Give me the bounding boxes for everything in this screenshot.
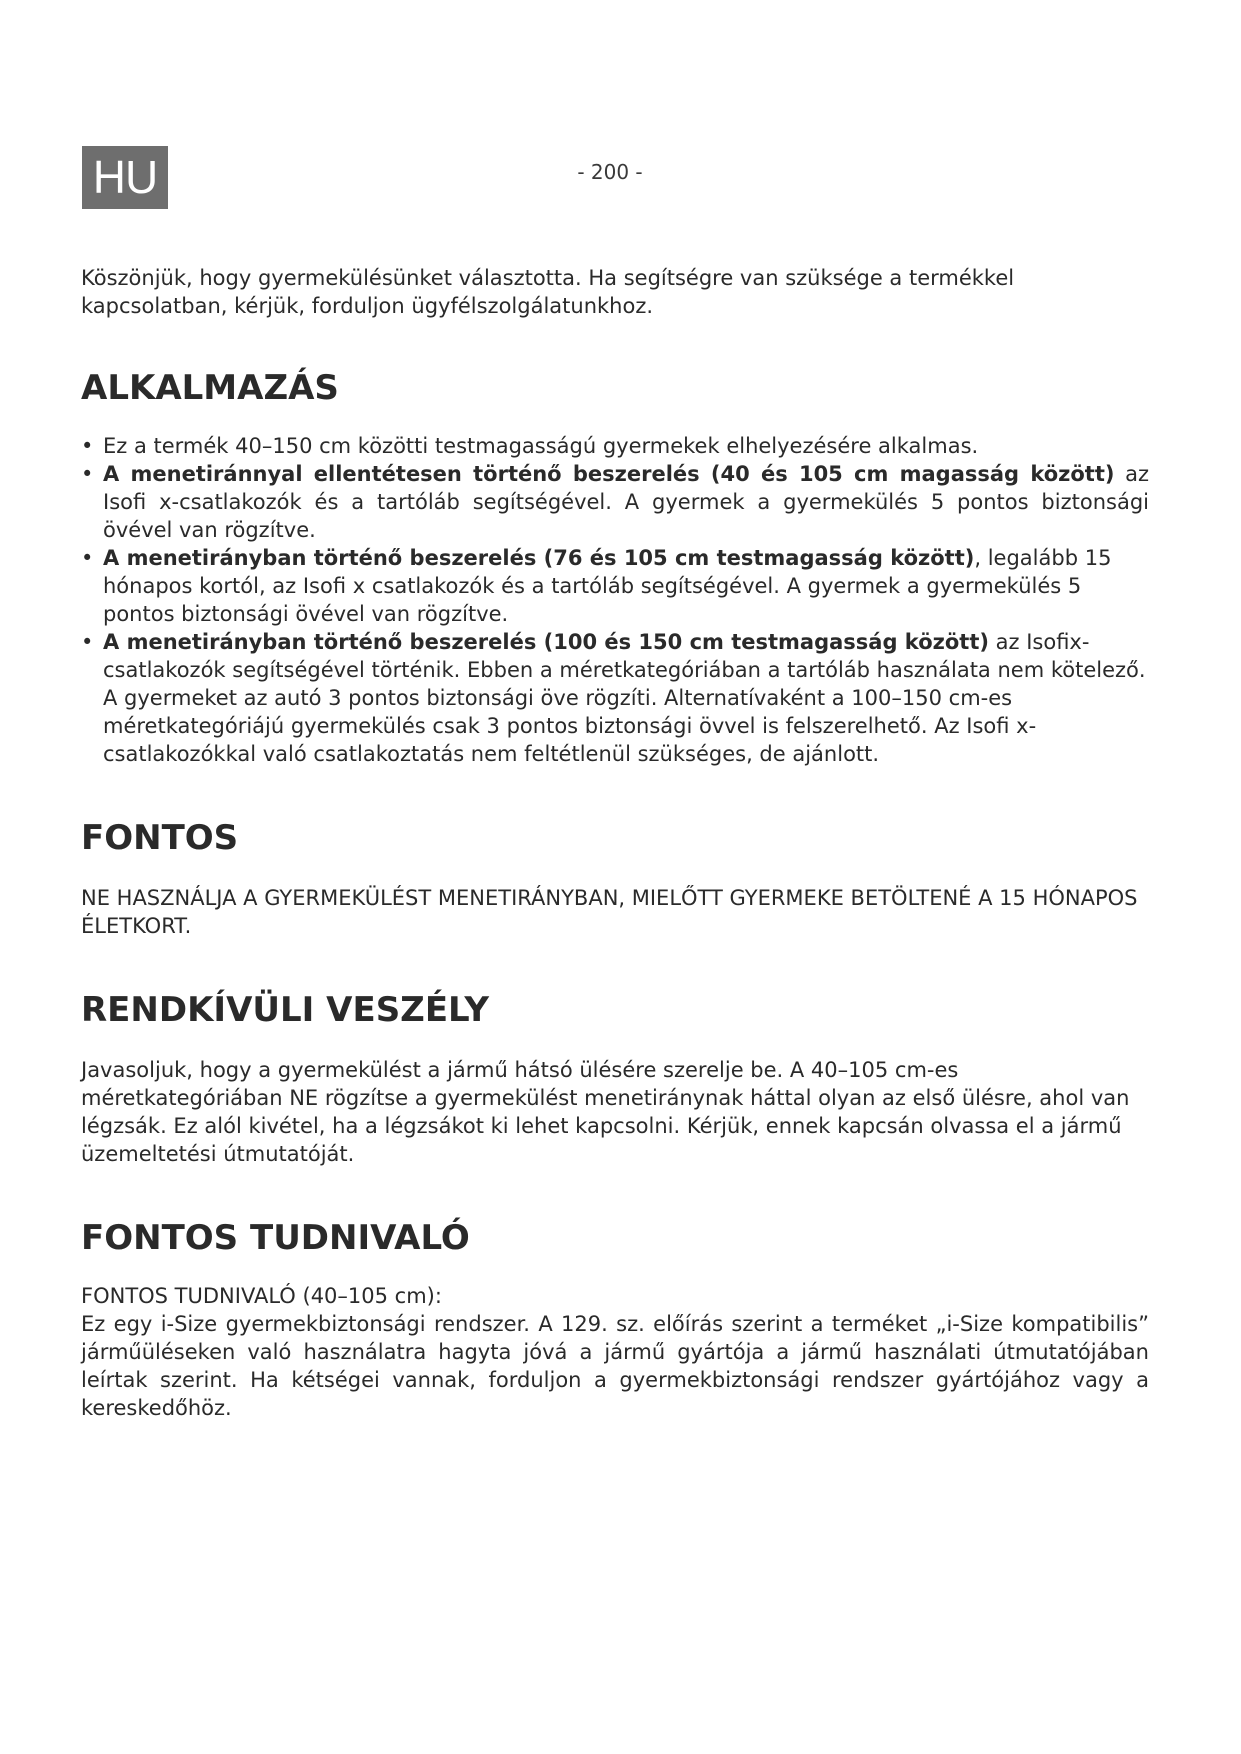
- bullet-icon: •: [81, 434, 94, 458]
- bullet-icon: •: [81, 462, 94, 486]
- intro-paragraph: Köszönjük, hogy gyermekülésünket választotta. Ha segítségre van szüksége a termékkel kapcsolatban, kérjük, forduljon ügyfélszolgálatunkhoz.: [81, 266, 1015, 318]
- list-item-bold: A menetirányban történő beszerelés (100 és 150 cm testmagasság között): [103, 630, 989, 654]
- bullet-icon: •: [81, 546, 94, 570]
- list-item-text: , legalább 15 hónapos kortól, az Isofi x csatlakozók és a tartóláb segítségével. A gyermek a gyermekülés 5 pontos biztonsági övével van rögzítve.: [103, 546, 1112, 626]
- page-number: - 200 -: [577, 160, 643, 184]
- rendkivuli-veszely-paragraph: Javasoljuk, hogy a gyermekülést a jármű hátsó ülésére szerelje be. A 40–105 cm-es méretkategóriában NE rögzítse a gyermekülést menetiránynak háttal olyan az első ülésre, ahol van légzsák. Ez alól kivétel, ha a légzsákot ki lehet kapcsolni. Kérjük, ennek kapcsán olvassa el a jármű üzemeltetési útmutatóját.: [81, 1058, 1130, 1166]
- alkalmazas-list: [81, 432, 1149, 768]
- list-item-bold: A menetirányban történő beszerelés (76 és 105 cm testmagasság között): [103, 546, 975, 570]
- list-item-text: az Isofi x-csatlakozók és a tartóláb segítségével. A gyermek a gyermekülés 5 pontos biztonsági övével van rögzítve.: [103, 462, 1149, 542]
- document-body: [81, 264, 1149, 1422]
- list-item-text: Ez a termék 40–150 cm közötti testmagasságú gyermekek elhelyezésére alkalmas.: [103, 434, 979, 458]
- list-item: [81, 432, 1149, 460]
- section-title-fontos-tudnivalo: FONTOS TUDNIVALÓ: [81, 1218, 470, 1258]
- fontos-paragraph: NE HASZNÁLJA A GYERMEKÜLÉST MENETIRÁNYBAN, MIELŐTT GYERMEKE BETÖLTENÉ A 15 HÓNAPOS ÉLETKORT.: [81, 886, 1138, 938]
- list-item-bold: A menetiránnyal ellentétesen történő beszerelés (40 és 105 cm magasság között): [103, 462, 1115, 486]
- bullet-icon: •: [81, 630, 94, 654]
- fontos-tudnivalo-subtitle: FONTOS TUDNIVALÓ (40–105 cm):: [81, 1284, 442, 1308]
- section-title-rendkivuli-veszely: RENDKÍVÜLI VESZÉLY: [81, 990, 490, 1030]
- section-title-alkalmazas: ALKALMAZÁS: [81, 368, 339, 408]
- list-item-text: az Isofix-csatlakozók segítségével történik. Ebben a méretkategóriában a tartóláb használata nem kötelező. A gyermeket az autó 3 pontos biztonsági öve rögzíti. Alternatívaként a 100–150 cm-es méretkategóriájú gyermekülés csak 3 pontos biztonsági övvel is felszerelhető. Az Isofi x-csatlakozókkal való csatlakoztatás nem feltétlenül szükséges, de ajánlott.: [103, 630, 1146, 766]
- fontos-tudnivalo-paragraph: Ez egy i-Size gyermekbiztonsági rendszer. A 129. sz. előírás szerint a terméket „i-Size kompatibilis” járműüléseken való használatra hagyta jóvá a jármű gyártója a jármű használati útmutatójában leírtak szerint. Ha kétségei vannak, forduljon a gyermekbiztonsági rendszer gyártójához vagy a kereskedőhöz.: [81, 1312, 1149, 1420]
- list-item: [81, 544, 1149, 628]
- language-badge: HU: [82, 146, 168, 209]
- list-item: [81, 628, 1149, 768]
- list-item: [81, 460, 1149, 544]
- section-title-fontos: FONTOS: [81, 818, 239, 858]
